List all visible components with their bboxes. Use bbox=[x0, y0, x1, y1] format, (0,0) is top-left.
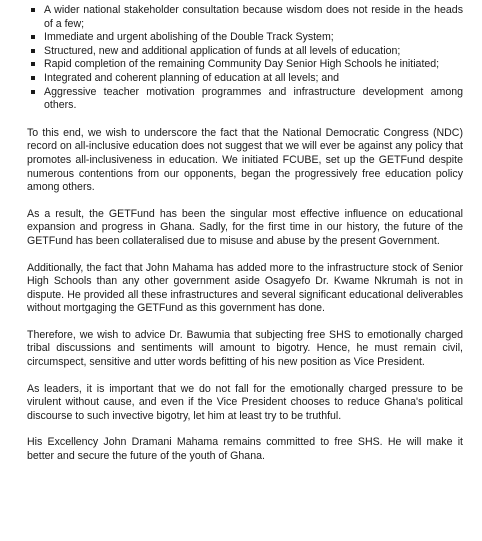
square-bullet-icon bbox=[31, 35, 35, 39]
bullet-item bbox=[27, 31, 463, 45]
square-bullet-icon bbox=[31, 8, 35, 12]
bullet-text: A wider national stakeholder consultation because wisdom does not reside in the heads of a few; bbox=[44, 4, 463, 30]
bullet-text: Aggressive teacher motivation programmes and infrastructure development among others. bbox=[44, 85, 463, 112]
bullet-text: Integrated and coherent planning of education at all levels; and bbox=[44, 71, 340, 84]
bullet-item bbox=[27, 86, 463, 113]
bullet-text: Structured, new and additional application of funds at all levels of education; bbox=[44, 44, 401, 57]
square-bullet-icon bbox=[31, 62, 35, 66]
square-bullet-icon bbox=[31, 76, 35, 80]
demands-bullet-list bbox=[27, 4, 463, 113]
paragraph-leaders: As leaders, it is important that we do not fall for the emotionally charged pressure to be virulent without cause, and even if the Vice President chooses to reduce Ghana's political discourse to such invective bigotry, let him at least try to be truthful. bbox=[27, 382, 463, 422]
paragraph-ndc-record: To this end, we wish to underscore the fact that the National Democratic Congress (NDC) record on all-inclusive education does not suggest that we will ever be against any policy that promotes all-inclusiveness in education. We initiated FCUBE, set up the GETFund despite numerous contentions from our opponents, began the progressively free education policy among others. bbox=[27, 126, 463, 194]
bullet-text: Rapid completion of the remaining Community Day Senior High Schools he initiated; bbox=[44, 58, 440, 71]
document-page bbox=[27, 0, 463, 464]
bullet-item bbox=[27, 72, 463, 86]
square-bullet-icon bbox=[31, 90, 35, 94]
paragraph-advice-bawumia: Therefore, we wish to advice Dr. Bawumia that subjecting free SHS to emotionally charged tribal discussions and sentiments will amount to bigotry. Hence, he must remain civil, circumspect, sensitive and utter words befitting of his new position as Vice President. bbox=[27, 328, 463, 369]
paragraph-mahama-infrastructure: Additionally, the fact that John Mahama has added more to the infrastructure stock of Senior High Schools than any other government aside Osagyefo Dr. Kwame Nkrumah is not in dispute. He provided all these infrastructures and several significant educational deliverables without mortgaging the GETFund as this government has done. bbox=[27, 261, 463, 315]
bullet-item bbox=[27, 45, 463, 59]
paragraph-closing: His Excellency John Dramani Mahama remains committed to free SHS. He will make it better and secure the future of the youth of Ghana. bbox=[27, 436, 463, 463]
square-bullet-icon bbox=[31, 49, 35, 53]
bullet-item bbox=[27, 58, 463, 72]
bullet-item bbox=[27, 4, 463, 31]
paragraph-getfund-influence: As a result, the GETFund has been the singular most effective influence on educational expansion and progress in Ghana. Sadly, for the first time in our history, the future of the GETFund has been collateralised due to misuse and abuse by the present Government. bbox=[27, 207, 463, 247]
bullet-text: Immediate and urgent abolishing of the Double Track System; bbox=[44, 31, 334, 44]
